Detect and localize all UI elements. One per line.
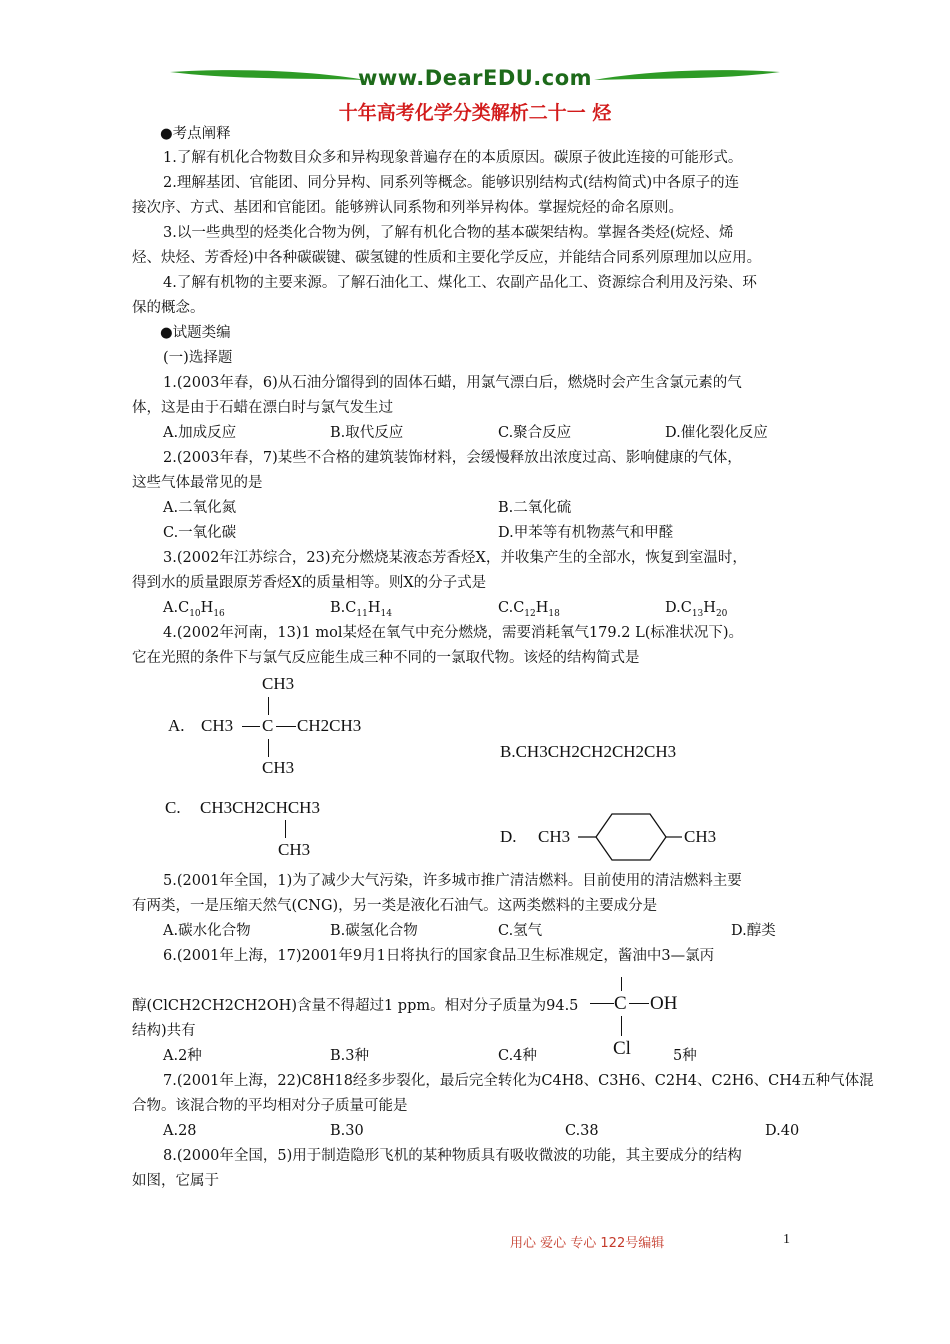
q2-stem: 2.(2003年春，7)某些不合格的建筑装饰材料，会缓慢释放出浓度过高、影响健康的气体， bbox=[163, 450, 742, 466]
q6-stem: 结构)共有 bbox=[132, 1023, 196, 1039]
struct-c-branch: CH3 bbox=[278, 840, 311, 859]
site-url[interactable]: www.DearEDU.com bbox=[357, 66, 593, 90]
q7-stem: 合物。该混合物的平均相对分子质量可能是 bbox=[132, 1098, 408, 1114]
q6-option-b: B.3种 bbox=[330, 1048, 369, 1064]
q8-stem: 如图，它属于 bbox=[132, 1173, 219, 1189]
q4-structure-b: B.CH3CH2CH2CH2CH3 bbox=[500, 742, 677, 761]
q4-structure-c-label: C. bbox=[165, 798, 181, 817]
struct-a-bottom: CH3 bbox=[262, 758, 295, 777]
struct-d-right: CH3 bbox=[684, 827, 717, 846]
struct-a-right: CH2CH3 bbox=[297, 716, 362, 735]
kaodian-line: 3.以一些典型的烃类化合物为例，了解有机化合物的基本碳架结构。掌握各类烃(烷烃、烯 bbox=[163, 225, 734, 241]
kaodian-line: 2.理解基团、官能团、同分异构、同系列等概念。能够识别结构式(结构简式)中各原子的连 bbox=[163, 175, 740, 191]
q4-structure-d-label: D. bbox=[500, 827, 517, 846]
footer-note: 用心 爱心 专心 122号编辑 bbox=[510, 1236, 665, 1251]
q6-option-d: 5种 bbox=[673, 1048, 697, 1064]
q6-option-a: A.2种 bbox=[163, 1048, 202, 1064]
struct-a-center: C bbox=[262, 716, 274, 735]
struct-c-main: CH3CH2CHCH3 bbox=[200, 798, 320, 817]
q6-bond-right bbox=[629, 1003, 649, 1004]
q6-chlorine: Cl bbox=[613, 1038, 631, 1059]
q2-option-c: C.一氧化碳 bbox=[163, 525, 237, 541]
q7-option-b: B.30 bbox=[330, 1123, 364, 1139]
page-number: 1 bbox=[783, 1232, 790, 1247]
q2-stem: 这些气体最常见的是 bbox=[132, 475, 263, 491]
q3-option-b: $B.C_{11}H_{14}$ bbox=[330, 600, 392, 619]
subheading-choice: (一)选择题 bbox=[163, 350, 233, 366]
q1-option-a: A.加成反应 bbox=[163, 425, 237, 441]
struct-d-left: CH3 bbox=[538, 827, 571, 846]
q8-stem: 8.(2000年全国，5)用于制造隐形飞机的某种物质具有吸收微波的功能，其主要成分的结构 bbox=[163, 1148, 742, 1164]
q3-stem: 3.(2002年江苏综合，23)充分燃烧某液态芳香烃X，并收集产生的全部水，恢复到室温时， bbox=[163, 550, 747, 566]
q1-stem: 1.(2003年春，6)从石油分馏得到的固体石蜡，用氯气漂白后，燃烧时会产生含氯元素的气 bbox=[163, 375, 742, 391]
q5-stem: 5.(2001年全国，1)为了减少大气污染，许多城市推广清洁燃料。目前使用的清洁燃料主要 bbox=[163, 873, 742, 889]
struct-c-bond bbox=[285, 820, 286, 838]
q7-stem: 7.(2001年上海，22)C8H18经多步裂化，最后完全转化为C4H8、C3H6、C2H4、C2H6、CH4五种气体混 bbox=[163, 1073, 874, 1089]
q5-option-a: A.碳水化合物 bbox=[163, 923, 251, 939]
q3-stem: 得到水的质量跟原芳香烃X的质量相等。则X的分子式是 bbox=[132, 575, 487, 591]
q6-bond-up bbox=[621, 977, 622, 991]
q5-option-c: C.氢气 bbox=[498, 923, 543, 939]
q5-option-d: D.醇类 bbox=[731, 923, 776, 939]
struct-a-bond-right bbox=[276, 726, 296, 727]
q2-option-d: D.甲苯等有机物蒸气和甲醛 bbox=[498, 525, 674, 541]
q2-option-b: B.二氧化硫 bbox=[498, 500, 572, 516]
struct-a-top: CH3 bbox=[262, 674, 295, 693]
q5-option-b: B.碳氢化合物 bbox=[330, 923, 418, 939]
q7-option-d: D.40 bbox=[765, 1123, 800, 1139]
struct-a-left: CH3 bbox=[201, 716, 234, 735]
section-heading-kaodian: ●考点阐释 bbox=[160, 126, 231, 142]
q6-bond-down bbox=[621, 1016, 622, 1036]
kaodian-line: 烃、炔烃、芳香烃)中各种碳碳键、碳氢键的性质和主要化学反应，并能结合同系列原理加以应用。 bbox=[132, 250, 762, 266]
q3-option-d: $D.C_{13}H_{20}$ bbox=[665, 600, 728, 619]
q6-stem: 6.(2001年上海，17)2001年9月1日将执行的国家食品卫生标准规定，酱油中3—氯丙 bbox=[163, 948, 715, 964]
q6-option-c: C.4种 bbox=[498, 1048, 537, 1064]
q6-stem: 醇(ClCH2CH2CH2OH)含量不得超过1 ppm。相对分子质量为94.5 bbox=[132, 998, 579, 1014]
q7-option-c: C.38 bbox=[565, 1123, 599, 1139]
struct-a-bond-down bbox=[268, 739, 269, 757]
q7-option-a: A.28 bbox=[163, 1123, 197, 1139]
q2-option-a: A.二氧化氮 bbox=[163, 500, 237, 516]
q6-carbon: C bbox=[614, 993, 627, 1014]
q1-stem: 体，这是由于石蜡在漂白时与氯气发生过 bbox=[132, 400, 393, 416]
struct-a-bond-up bbox=[268, 697, 269, 715]
q4-structure-a-label: A. bbox=[168, 716, 185, 735]
benzene-ring-icon bbox=[576, 808, 686, 862]
kaodian-line: 接次序、方式、基团和官能团。能够辨认同系物和列举异构体。掌握烷烃的命名原则。 bbox=[132, 200, 683, 216]
q3-option-c: $C.C_{12}H_{18}$ bbox=[498, 600, 560, 619]
kaodian-line: 4.了解有机物的主要来源。了解石油化工、煤化工、农副产品化工、资源综合利用及污染、环 bbox=[163, 275, 757, 291]
kaodian-line: 保的概念。 bbox=[132, 300, 205, 316]
q6-bond-left bbox=[590, 1003, 614, 1004]
q1-option-b: B.取代反应 bbox=[330, 425, 404, 441]
q3-option-a: $A.C_{10}H_{16}$ bbox=[163, 600, 225, 619]
q4-stem: 4.(2002年河南，13)1 mol某烃在氧气中充分燃烧，需要消耗氧气179.2 L(标准状况下)。 bbox=[163, 625, 744, 641]
q1-option-d: D.催化裂化反应 bbox=[665, 425, 768, 441]
section-heading-shiti: ●试题类编 bbox=[160, 325, 231, 341]
q1-option-c: C.聚合反应 bbox=[498, 425, 572, 441]
struct-a-bond-left bbox=[242, 726, 260, 727]
kaodian-line: 1.了解有机化合物数目众多和异构现象普遍存在的本质原因。碳原子彼此连接的可能形式。 bbox=[163, 150, 743, 166]
page-title: 十年高考化学分类解析二十一 烃 bbox=[338, 102, 612, 124]
q6-hydroxyl: OH bbox=[650, 993, 678, 1014]
q5-stem: 有两类，一是压缩天然气(CNG)，另一类是液化石油气。这两类燃料的主要成分是 bbox=[132, 898, 658, 914]
q4-stem: 它在光照的条件下与氯气反应能生成三种不同的一氯取代物。该烃的结构简式是 bbox=[132, 650, 640, 666]
